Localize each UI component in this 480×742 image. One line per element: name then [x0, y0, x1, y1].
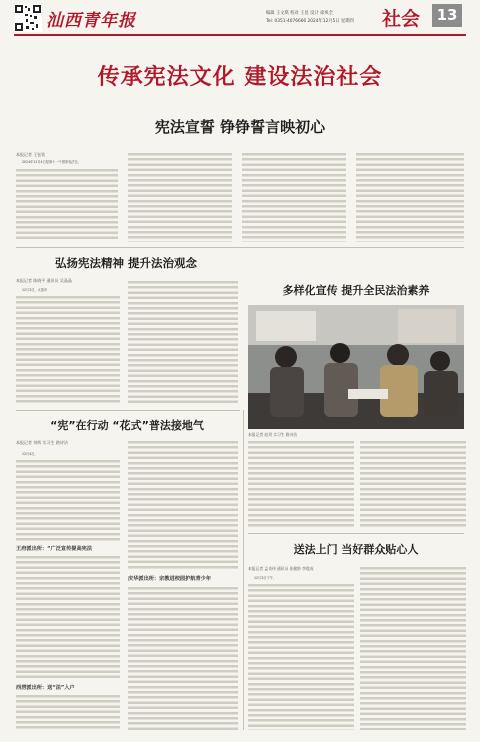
article-1-dateline: 12月3日，太原市	[22, 288, 48, 292]
masthead	[0, 0, 480, 40]
article-3-col-1a	[16, 459, 120, 541]
section-divider-2	[16, 410, 240, 411]
qr-code	[14, 4, 42, 32]
masthead-rule	[14, 34, 466, 36]
article-1-title: 弘扬宪法精神 提升法治观念	[54, 256, 197, 270]
article-2-photo	[248, 305, 464, 429]
masthead-info-line-2: Tel: 0351-4076666 2024年12月5日 星期四	[266, 19, 354, 24]
top-article-byline: 本报记者 王钰钦	[16, 152, 46, 157]
article-4-dateline: 12月3日下午，	[254, 576, 277, 580]
article-3-byline: 本报记者 刘辉 实习生 路诗洁	[16, 440, 68, 445]
article-1-byline: 本报记者 陈晓平 通讯员 吴晶晶	[16, 278, 72, 283]
article-1-col-2	[128, 280, 238, 405]
article-4-col-1	[248, 583, 354, 730]
headline-main: 传承宪法文化 建设法治社会	[97, 65, 383, 90]
paper-name-logo: 汕西青年报	[46, 11, 136, 31]
article-2-photo-caption: 本报记者 赵玥 实习生 路诗洁	[248, 432, 298, 437]
article-3-col-1b	[16, 555, 120, 679]
top-article-col-1	[16, 168, 118, 242]
top-article-dateline: 2024年12月4日是第十一个国家宪法日。	[22, 160, 81, 164]
article-3-title: “宪”在行动 “花式”普法接地气	[50, 419, 204, 432]
headline-sub: 宪法宣誓 铮铮誓言映初心	[154, 118, 326, 136]
page-number: 13	[436, 6, 458, 24]
top-article-col-2	[128, 152, 232, 242]
article-3-subhead-3: 庆华派出所：宗教进校园护航青少年	[128, 576, 212, 582]
section-name: 社会	[382, 8, 421, 30]
article-3-subhead-2: 西涝派出所：送“法”入户	[16, 685, 75, 691]
article-4-col-2	[360, 566, 466, 730]
masthead-info-line-1: 编辑 王文琪 校对 王昆 设计 徐凤全	[266, 11, 333, 16]
top-article-col-4	[356, 152, 464, 242]
article-1-col-1	[16, 295, 120, 405]
article-3-col-2a	[128, 440, 238, 570]
article-4-title: 送法上门 当好群众贴心人	[293, 543, 419, 556]
column-divider	[243, 410, 244, 730]
top-article-col-3	[242, 152, 346, 242]
article-3-col-2b	[128, 586, 238, 730]
article-2-col-1	[248, 440, 354, 528]
section-divider-1	[16, 247, 464, 248]
article-2-col-2	[360, 440, 466, 528]
article-3-col-1c	[16, 694, 120, 730]
article-3-dateline: 12月4日，	[22, 452, 38, 456]
page-number-badge	[432, 4, 462, 27]
article-2-title: 多样化宣传 提升全民法治素养	[282, 284, 430, 297]
section-divider-3	[248, 533, 464, 534]
article-4-byline: 本报记者 孟奇伟 通讯员 张健龄 李俊成	[248, 566, 314, 571]
article-3-subhead-1: 王府派出所：“广泛宣传提高宪法	[16, 546, 93, 552]
